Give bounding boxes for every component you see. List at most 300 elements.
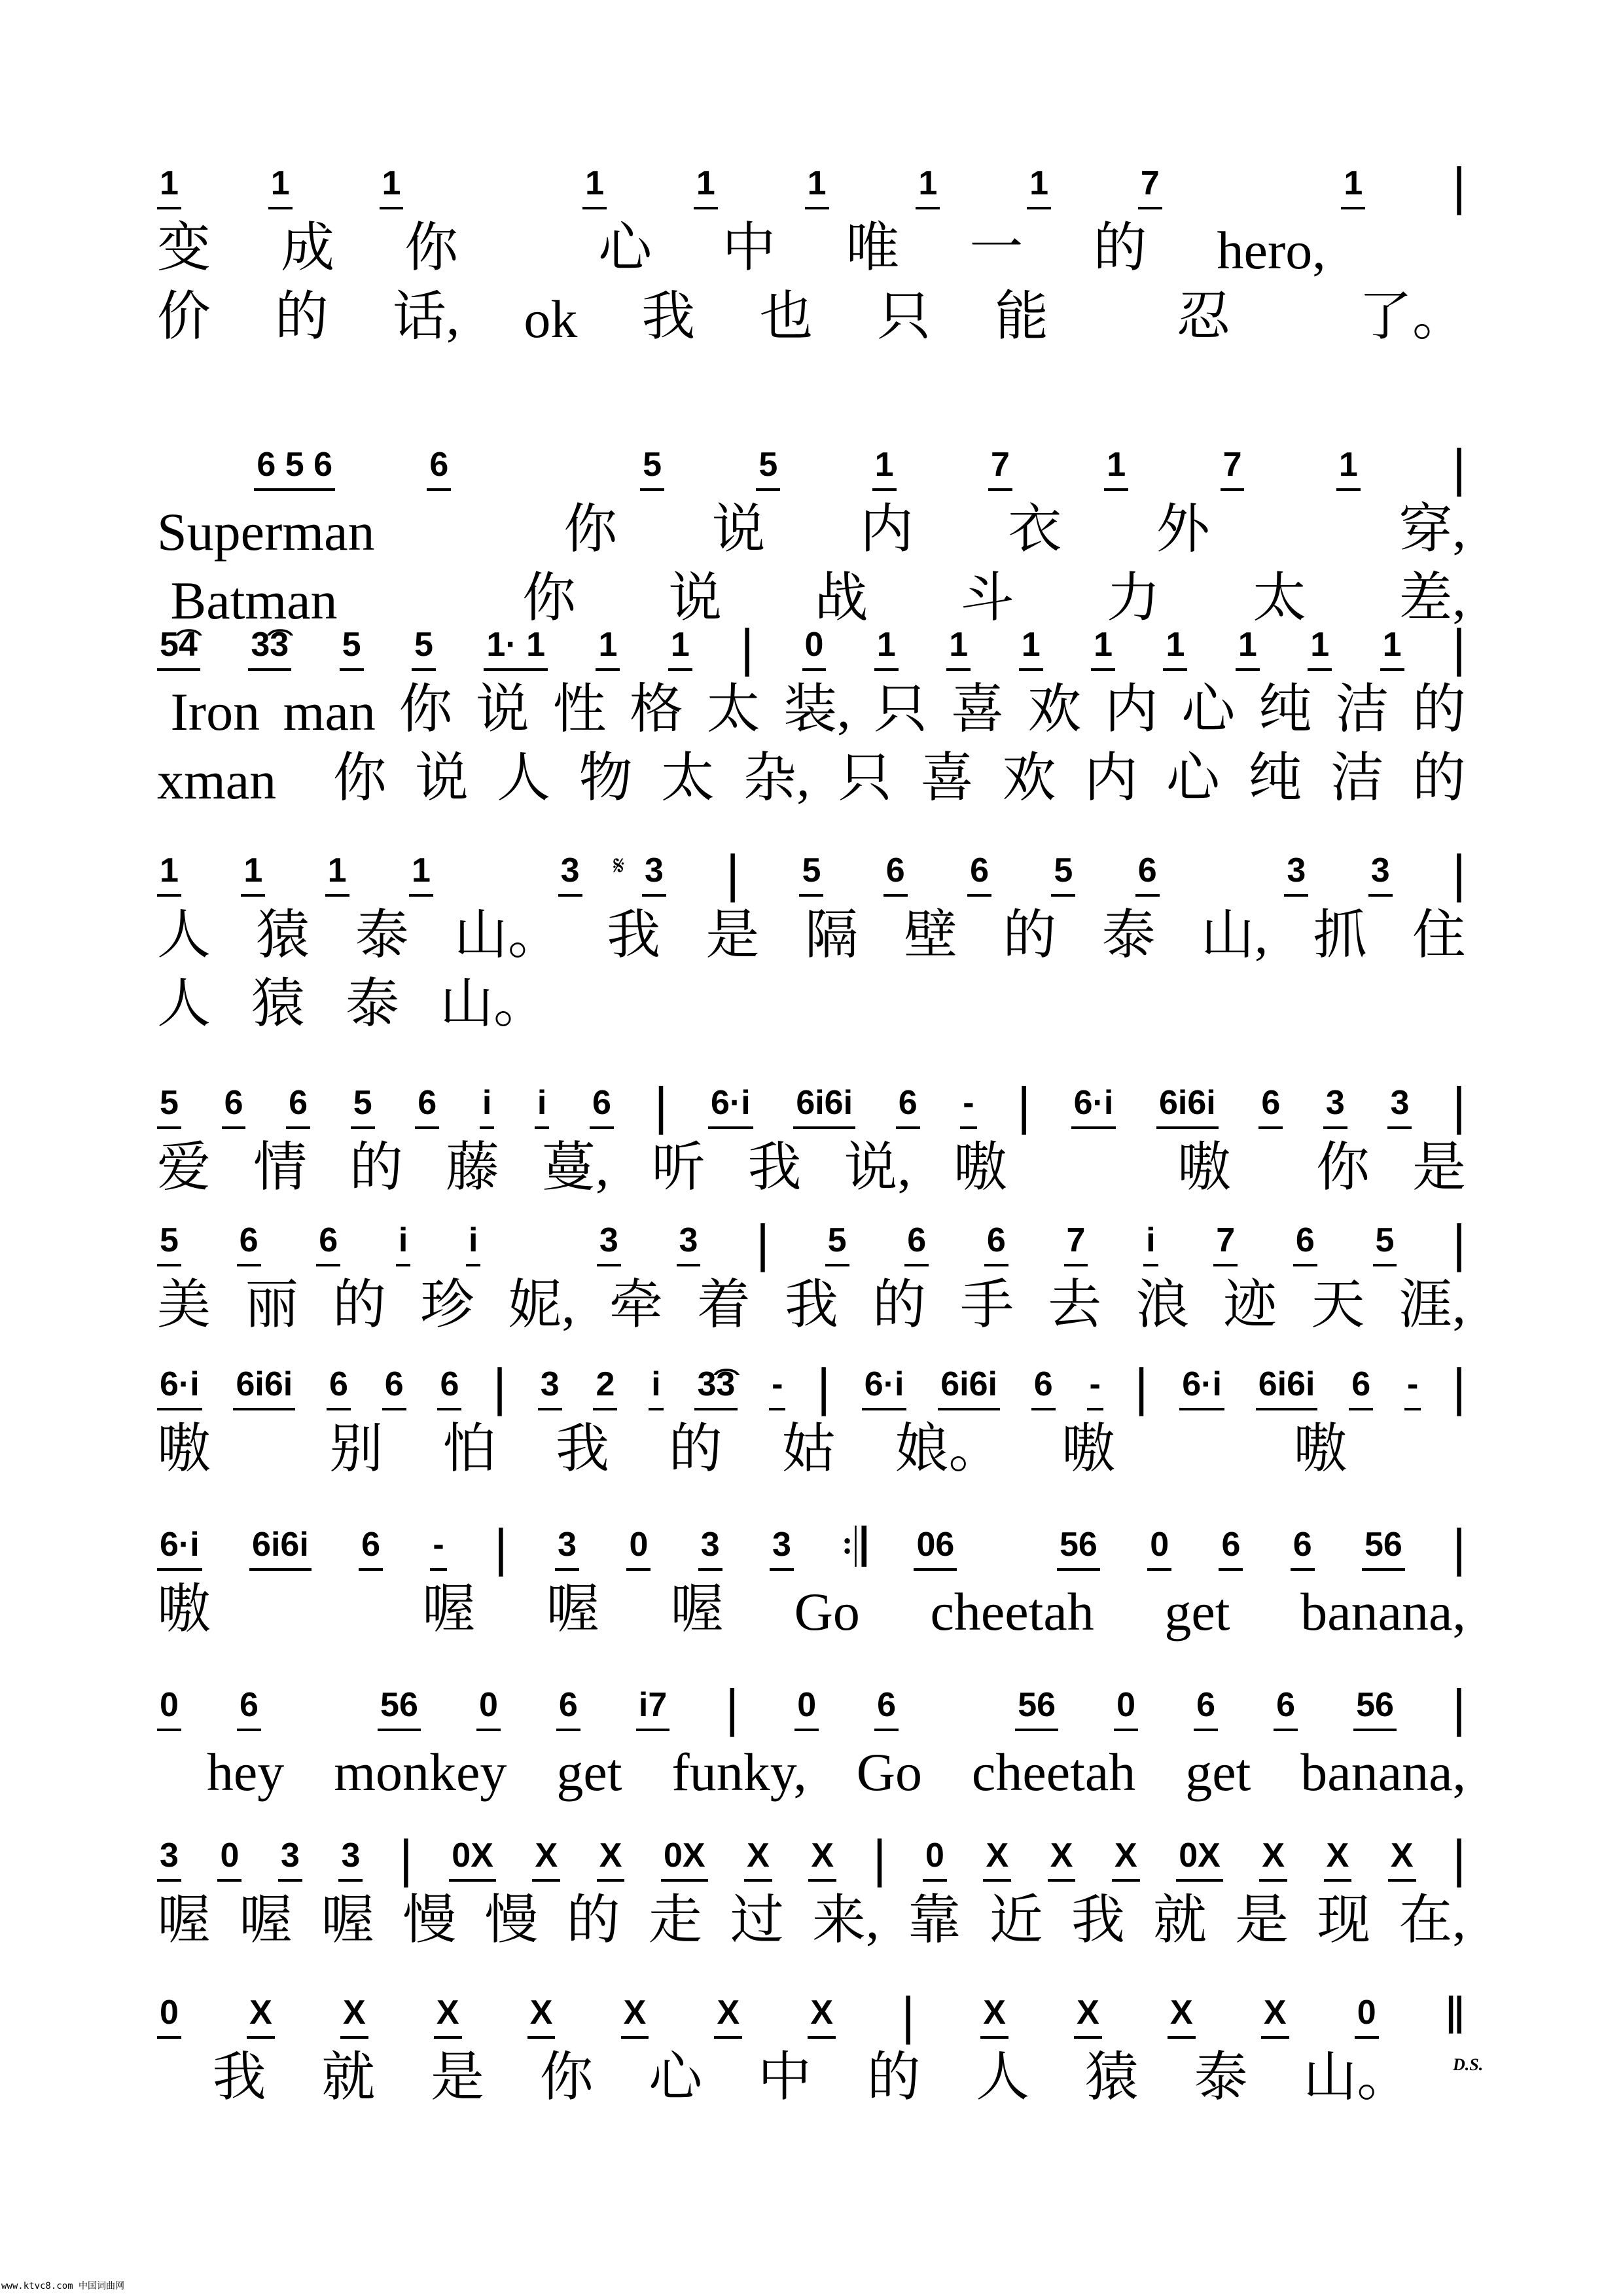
note: 6 (327, 1365, 351, 1410)
lyric-word: 的 (1093, 218, 1147, 278)
footer-watermark: www.ktvc8.com 中国词曲网 (1, 2281, 125, 2291)
note: 0 (157, 1685, 181, 1731)
lyric-word: 嗷 (157, 1579, 211, 1639)
note: 1 (1308, 625, 1332, 671)
note: X (744, 1836, 772, 1882)
lyric-word: 牵 (609, 1275, 663, 1335)
note (1005, 1567, 1010, 1571)
lyric-word: 山。 (440, 974, 548, 1033)
note: 3 (770, 1525, 794, 1571)
notation-line (157, 1829, 1466, 1888)
note (317, 1727, 322, 1731)
lyric-line (157, 1273, 1466, 1338)
note: 6i6i (249, 1525, 312, 1571)
note: 1 (946, 625, 971, 671)
lyric-word: 泰 (355, 905, 409, 965)
lyric-word: 的 (1003, 905, 1057, 965)
lyric-word: 慢 (402, 1890, 457, 1950)
note: 5 (412, 625, 436, 671)
lyric-line (157, 1136, 1466, 1201)
note: X (532, 1836, 560, 1882)
note: - (769, 1365, 785, 1410)
note: i (466, 1221, 480, 1266)
notation-line (157, 1077, 1466, 1135)
lyric-line (157, 677, 1466, 743)
note: 3 (597, 1221, 621, 1266)
lyric-word: 的 (866, 2047, 921, 2107)
lyric-word: 丽 (245, 1275, 299, 1335)
lyric-line (157, 1888, 1466, 1954)
lyric-word: 山。 (1303, 2047, 1411, 2107)
barline: | (399, 1829, 413, 1888)
note: 1 (874, 625, 899, 671)
lyric-word: 猿 (256, 905, 310, 965)
note: 0X (1176, 1836, 1223, 1882)
note: 0 (217, 1836, 241, 1882)
note: 6i6i (1156, 1083, 1219, 1129)
lyric-word: 洁 (1330, 748, 1384, 808)
lyric-word: 我 (784, 1275, 838, 1335)
note: X (714, 1993, 742, 2039)
lyric-word: 也 (759, 287, 813, 346)
lyric-word: 只 (838, 748, 892, 808)
note: 3͡3 (248, 625, 291, 671)
lyric-word: 美 (157, 1275, 211, 1335)
lyric-word: 的 (872, 1275, 927, 1335)
note: 0 (923, 1836, 947, 1882)
lyric-word: 人 (157, 905, 211, 965)
lyric-word: 心 (1181, 679, 1236, 739)
lyric-word: 的 (1412, 748, 1466, 808)
lyric-word: hey (206, 1742, 285, 1802)
lyric-word: 嗷 (954, 1138, 1008, 1197)
lyric-line (157, 903, 1466, 969)
note: 6·i (862, 1365, 907, 1410)
note: - (1087, 1365, 1103, 1410)
note: 3 (558, 851, 582, 897)
barline: | (901, 1986, 916, 2045)
lyric-word: 在, (1399, 1890, 1466, 1950)
note: 5 (825, 1221, 849, 1266)
note: 3 (1284, 851, 1308, 897)
note: 1 (1380, 625, 1404, 671)
note: X (247, 1993, 275, 2039)
lyric-word: 嗷 (1061, 1419, 1116, 1479)
note: 6·i (157, 1365, 202, 1410)
lyric-word: 听 (651, 1138, 705, 1197)
note: 5 (351, 1083, 375, 1129)
barline: | (654, 1077, 668, 1135)
lyric-word: 心 (649, 2047, 703, 2107)
note: 6 (437, 1365, 461, 1410)
lyric-word: 喔 (157, 1890, 211, 1950)
lyric-word: 纯 (1248, 748, 1302, 808)
note: 6i6i (793, 1083, 855, 1129)
note: 0 (794, 1685, 819, 1731)
notation-line (157, 619, 1466, 677)
lyric-word: 纯 (1258, 679, 1312, 739)
note: 1 (1163, 625, 1187, 671)
lyric-word: 喔 (321, 1890, 375, 1950)
note: i (649, 1365, 663, 1410)
notation-line (157, 1986, 1466, 2045)
lyric-word: 外 (1156, 499, 1210, 559)
lyric-word: 成 (281, 218, 335, 278)
note: X (808, 1836, 836, 1882)
note: 6 (1031, 1365, 1056, 1410)
lyric-word: 杂, (743, 748, 810, 808)
lyric-word: 是 (705, 905, 760, 965)
lyric-word: 装, (783, 679, 851, 739)
note: 56 (378, 1685, 421, 1731)
note: i (1143, 1221, 1158, 1266)
note: 1 (1341, 164, 1365, 209)
barline: | (493, 1358, 507, 1416)
lyric-word: 话, (392, 287, 460, 346)
lyric-word: man (283, 682, 376, 742)
lyric-word: 姑 (781, 1419, 836, 1479)
lyric-word: 浪 (1135, 1275, 1190, 1335)
lyric-word: 靠 (907, 1890, 961, 1950)
barline: | (726, 844, 740, 903)
note: 0 (1355, 1993, 1379, 2039)
lyric-word: 中 (722, 218, 776, 278)
lyric-word: 变 (157, 218, 211, 278)
note: X (340, 1993, 368, 2039)
barline: | (1452, 1829, 1466, 1888)
lyric-word: get (1185, 1742, 1251, 1802)
lyric-word: 爱 (157, 1138, 211, 1197)
note: 6 (967, 851, 991, 897)
notation-line (157, 844, 1466, 903)
note: 0 (626, 1525, 651, 1571)
note: 7 (1221, 445, 1245, 491)
note: 5 (799, 851, 823, 897)
lyric-word: 太 (1253, 568, 1307, 628)
lyric-line (157, 497, 1466, 563)
note: X (1261, 1993, 1289, 2039)
lyric-word: 力 (1106, 568, 1160, 628)
lyric-word: 别 (329, 1419, 383, 1479)
note: 6i6i (1256, 1365, 1318, 1410)
lyric-word: 手 (960, 1275, 1014, 1335)
lyric-word: 的 (1412, 679, 1466, 739)
note: 6·i (708, 1083, 753, 1129)
lyric-line (157, 1738, 1466, 1803)
note: 6 (883, 851, 908, 897)
notation-line (157, 439, 1466, 497)
note: 1 (582, 164, 607, 209)
note: 6 (904, 1221, 929, 1266)
note: X (1048, 1836, 1076, 1882)
notation-line (157, 1358, 1466, 1416)
note: X (1259, 1836, 1287, 1882)
lyric-word: 你 (539, 2047, 594, 2107)
note: 6i6i (938, 1365, 1000, 1410)
note: 3 (338, 1836, 363, 1882)
lyric-word: 欢 (1002, 748, 1056, 808)
note: 1 (872, 445, 897, 491)
lyric-word: 你 (332, 748, 387, 808)
lyric-word: Batman (157, 571, 338, 630)
note (1249, 206, 1255, 209)
note: 7 (1138, 164, 1162, 209)
barline: | (817, 1358, 830, 1416)
lyric-word: 我 (212, 2047, 266, 2107)
note: 6 (316, 1221, 340, 1266)
note: 3 (1368, 851, 1393, 897)
note: 6 (427, 445, 451, 491)
barline: | (1452, 439, 1466, 497)
barline: | (872, 1829, 887, 1888)
lyric-word: 抓 (1313, 905, 1367, 965)
note: 6·i (157, 1525, 202, 1571)
note: 06 (914, 1525, 957, 1571)
lyric-word: 隔 (804, 905, 859, 965)
note: i (480, 1083, 494, 1129)
lyric-word: banana, (1300, 1582, 1466, 1641)
lyric-word: 你 (522, 568, 577, 628)
lyric-word: 衣 (1008, 499, 1062, 559)
ds-mark: D.S. (1453, 2055, 1484, 2074)
lyric-line (157, 746, 1466, 812)
barline: | (756, 1214, 770, 1272)
note: 3 (278, 1836, 302, 1882)
lyric-word: 只 (877, 287, 931, 346)
note: 2 (593, 1365, 617, 1410)
note: 6 (382, 1365, 406, 1410)
note: 3 (1323, 1083, 1347, 1129)
lyric-word: 一 (969, 218, 1024, 278)
note: 56 (1057, 1525, 1100, 1571)
lyric-word: 你 (1315, 1138, 1370, 1197)
barline: 𝄇 (841, 1518, 867, 1577)
lyric-word: 你 (563, 499, 618, 559)
note: X (1388, 1836, 1416, 1882)
barline: | (1452, 1518, 1466, 1577)
barline: | (740, 619, 755, 677)
lyric-word: 中 (757, 2047, 812, 2107)
lyric-word: 喜 (950, 679, 1005, 739)
barline: | (725, 1679, 740, 1737)
lyric-word: 猿 (251, 974, 306, 1033)
note: X (434, 1993, 462, 2039)
lyric-word: 喔 (421, 1579, 476, 1639)
lyric-word: 就 (321, 2047, 376, 2107)
note: 5 (756, 445, 780, 491)
note: 1 (596, 625, 620, 671)
lyric-word: 去 (1048, 1275, 1102, 1335)
note: 1 (1091, 625, 1115, 671)
note: 6·i (1179, 1365, 1224, 1410)
note: 5 (157, 1083, 181, 1129)
note: 6 (984, 1221, 1008, 1266)
lyric-word: funky, (671, 1742, 807, 1802)
lyric-word: 我 (641, 287, 696, 346)
lyric-word: 说 (711, 499, 766, 559)
lyric-word: 嗷 (157, 1419, 211, 1479)
note: 3 (157, 1836, 181, 1882)
lyric-word: 壁 (903, 905, 957, 965)
note: 0 (1147, 1525, 1171, 1571)
note: X (527, 1993, 556, 2039)
lyric-word: get (556, 1742, 622, 1802)
note: 3 (1387, 1083, 1412, 1129)
lyric-word: 我 (556, 1419, 610, 1479)
note: 56 (1362, 1525, 1405, 1571)
note: 1 (1104, 445, 1128, 491)
lyric-word: 人 (157, 974, 211, 1033)
note: - (960, 1083, 976, 1129)
note: 1· 1 (484, 625, 548, 671)
lyric-word: 你 (404, 218, 459, 278)
lyric-word: 嗷 (1293, 1419, 1347, 1479)
lyric-word: xman (157, 751, 277, 810)
lyric-word: 心 (1166, 748, 1221, 808)
note: 1 (268, 164, 293, 209)
lyric-line (157, 566, 1466, 632)
lyric-word: 能 (995, 287, 1049, 346)
note: X (597, 1836, 625, 1882)
barline: | (1452, 1358, 1466, 1416)
note: 1 (694, 164, 718, 209)
note: 7 (1213, 1221, 1238, 1266)
note: X (1112, 1836, 1140, 1882)
barline: | (1452, 1679, 1466, 1737)
lyric-word: 住 (1412, 905, 1466, 965)
note: 6 (556, 1685, 580, 1731)
note: i7 (636, 1685, 669, 1731)
lyric-word: Superman (157, 502, 375, 562)
note: 0X (661, 1836, 708, 1882)
lyric-word: 的 (274, 287, 329, 346)
note: 0 (1114, 1685, 1138, 1731)
note: 6 (874, 1685, 899, 1731)
barline: | (494, 1518, 508, 1577)
note: 3 (698, 1525, 722, 1571)
lyric-word: 娘。 (895, 1419, 1003, 1479)
lyric-line (157, 216, 1466, 281)
lyric-word: Go (856, 1742, 923, 1802)
note: 5 (640, 445, 664, 491)
note: i (396, 1221, 410, 1266)
note: 1 (1236, 625, 1260, 671)
note (954, 1727, 959, 1731)
note: 1 (157, 851, 181, 897)
note: 3͡3 (694, 1365, 738, 1410)
note (543, 487, 548, 491)
note: - (1404, 1365, 1421, 1410)
lyric-word: 内 (1104, 679, 1158, 739)
note: 56 (1015, 1685, 1058, 1731)
note: 6 (359, 1525, 383, 1571)
note: 5 (1051, 851, 1075, 897)
lyric-word: 说 (475, 679, 529, 739)
lyric-word: 我 (607, 905, 661, 965)
note: 1 (1019, 625, 1043, 671)
barline: | (1134, 1358, 1149, 1416)
notation-line (157, 1214, 1466, 1272)
note: 6 (237, 1221, 261, 1266)
lyric-word: 欢 (1027, 679, 1082, 739)
note: 6·i (1071, 1083, 1116, 1129)
lyric-word: Go (794, 1582, 860, 1641)
note: 6 (590, 1083, 614, 1129)
lyric-word: 的 (349, 1138, 404, 1197)
note: 6 (1349, 1365, 1373, 1410)
lyric-word: 说, (844, 1138, 912, 1197)
note: 3 (538, 1365, 562, 1410)
barline: | (1452, 1214, 1466, 1272)
lyric-word: 人 (497, 748, 551, 808)
barline: | (1452, 619, 1466, 677)
lyric-word: 说 (668, 568, 722, 628)
lyric-line (157, 1417, 1466, 1482)
lyric-word: get (1164, 1582, 1230, 1641)
lyric-word: 喔 (546, 1579, 600, 1639)
note: 5 (340, 625, 364, 671)
lyric-word: 的 (332, 1275, 387, 1335)
lyric-word: monkey (334, 1742, 507, 1802)
lyric-word: 涯, (1399, 1275, 1466, 1335)
note: 6 (1274, 1685, 1298, 1731)
lyric-word: 只 (874, 679, 928, 739)
notation-line (157, 1518, 1466, 1577)
lyric-word: 斗 (960, 568, 1014, 628)
lyric-word: 的 (566, 1890, 620, 1950)
note: 3 (555, 1525, 579, 1571)
note: 7 (988, 445, 1012, 491)
lyric-word: 妮, (508, 1275, 575, 1335)
note: X (980, 1993, 1008, 2039)
note: 6 (1293, 1221, 1317, 1266)
note: 0 (157, 1993, 181, 2039)
note: 1 (1027, 164, 1051, 209)
note: 6 (415, 1083, 439, 1129)
lyric-line (157, 972, 1466, 1037)
lyric-word: 过 (730, 1890, 784, 1950)
barline: ‖ (1444, 1986, 1466, 2045)
lyric-word: ok (524, 289, 578, 349)
lyric-word: 性 (552, 679, 607, 739)
note: X (621, 1993, 649, 2039)
note: X (983, 1836, 1011, 1882)
lyric-word: 喔 (239, 1890, 293, 1950)
note: 6 (1135, 851, 1160, 897)
lyric-word: hero, (1217, 221, 1326, 280)
note: 5 (1373, 1221, 1397, 1266)
barline: | (1452, 844, 1466, 903)
barline: | (1452, 1077, 1466, 1135)
lyric-word: banana, (1300, 1742, 1466, 1802)
notation-line (157, 1679, 1466, 1737)
lyric-word: 战 (814, 568, 868, 628)
note: 1 (916, 164, 940, 209)
note: 6 5 6 (254, 445, 335, 491)
note: X (1324, 1836, 1352, 1882)
lyric-word: 迹 (1223, 1275, 1277, 1335)
lyric-word: 山。 (454, 905, 562, 965)
lyric-word: 格 (630, 679, 684, 739)
lyric-word: 差, (1399, 568, 1466, 628)
lyric-word: 藤 (446, 1138, 500, 1197)
lyric-line (157, 1577, 1466, 1643)
note: 6 (222, 1083, 246, 1129)
lyric-word: 情 (253, 1138, 308, 1197)
lyric-line (157, 285, 1466, 350)
notation-line (157, 157, 1466, 215)
lyric-word: 说 (415, 748, 469, 808)
